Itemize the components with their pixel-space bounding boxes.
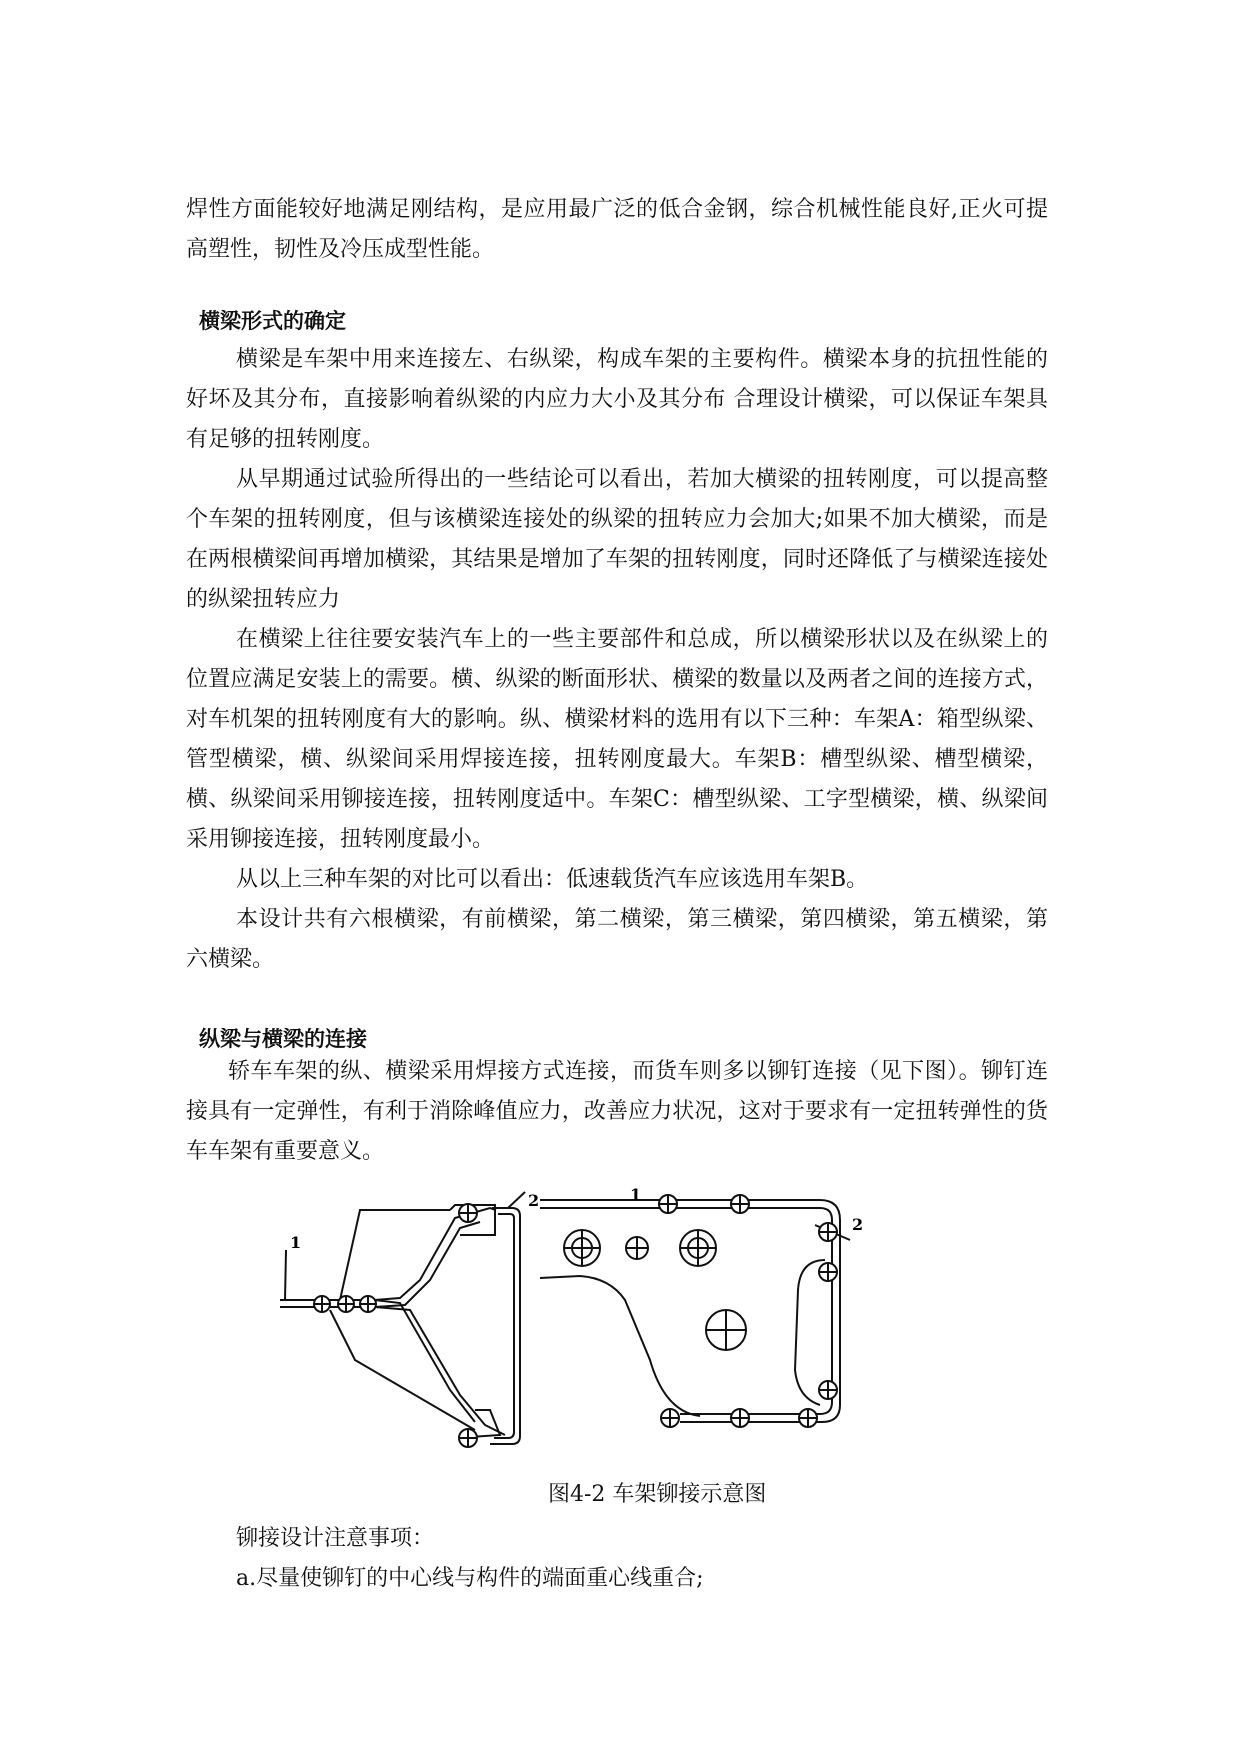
paragraph-frame-types: 在横梁上往往要安装汽车上的一些主要部件和总成，所以横梁形状以及在纵梁上的位置应满足安装上的需要。横、纵梁的断面形状、横梁的数量以及两者之间的连接方式，对车机架的扭转刚度有大的影响。纵、横梁材料的选用有以下三种：车架A：箱型纵梁、管型横梁，横、纵梁间采用焊接连接，扭转刚度最大。车架B：槽型纵梁、槽型横梁，横、纵梁间采用铆接连接，扭转刚度适中。车架C：槽型纵梁、工字型横梁，横、纵梁间采用铆接连接，扭转刚度最小。 [186,627,1048,852]
figure-caption: 图4-2 车架铆接示意图 [548,1482,767,1507]
left-label-1: 1 [290,1233,302,1252]
paragraph-crossbeam-role: 横梁是车架中用来连接左、右纵梁，构成车架的主要构件。横梁本身的抗扭性能的好坏及其分布，直接影响着纵梁的内应力大小及其分布 合理设计横梁，可以保证车架具有足够的扭转刚度。 [186,347,1048,452]
right-label-1: 1 [630,1185,642,1204]
paragraph-riveting: 轿车车架的纵、横梁采用焊接方式连接，而货车则多以铆钉连接（见下图）。铆钉连接具有一定弹性，有利于消除峰值应力，改善应力状况，这对于要求有一定扭转弹性的货车车架有重要意义。 [186,1059,1048,1164]
paragraph-torsion-tests: 从早期通过试验所得出的一些结论可以看出，若加大横梁的扭转刚度，可以提高整个车架的扭转刚度，但与该横梁连接处的纵梁的扭转应力会加大;如果不加大横梁，而是在两根横梁间再增加横梁，其结果是增加了车架的扭转刚度，同时还降低了与横梁连接处的纵梁扭转应力 [186,467,1048,612]
connection-section [186,1052,1048,1172]
crossbeam-section [186,340,1048,980]
intro-paragraph-block [186,190,1048,270]
paragraph-material: 焊性方面能较好地满足刚结构，是应用最广泛的低合金钢，综合机械性能良好,正火可提高塑性，韧性及冷压成型性能。 [186,197,1048,262]
riveted-frame-diagram [280,1185,960,1470]
left-joint-drawing [280,1192,525,1444]
right-holes [564,1230,746,1350]
right-rivets [659,1195,837,1427]
left-label-2: 2 [528,1191,540,1210]
notes-title: 铆接设计注意事项： [236,1526,435,1551]
right-label-2: 2 [852,1215,864,1234]
paragraph-six-crossbeams: 本设计共有六根横梁，有前横梁，第二横梁，第三横梁，第四横梁，第五横梁，第六横梁。 [186,907,1048,972]
heading-connection: 纵梁与横梁的连接 [199,1027,367,1051]
note-item-a: a.尽量使铆钉的中心线与构件的端面重心线重合; [236,1566,704,1591]
right-joint-drawing [540,1200,850,1422]
paragraph-frame-choice: 从以上三种车架的对比可以看出：低速载货汽车应该选用车架B。 [236,867,869,892]
heading-crossbeam-form: 横梁形式的确定 [199,309,346,333]
